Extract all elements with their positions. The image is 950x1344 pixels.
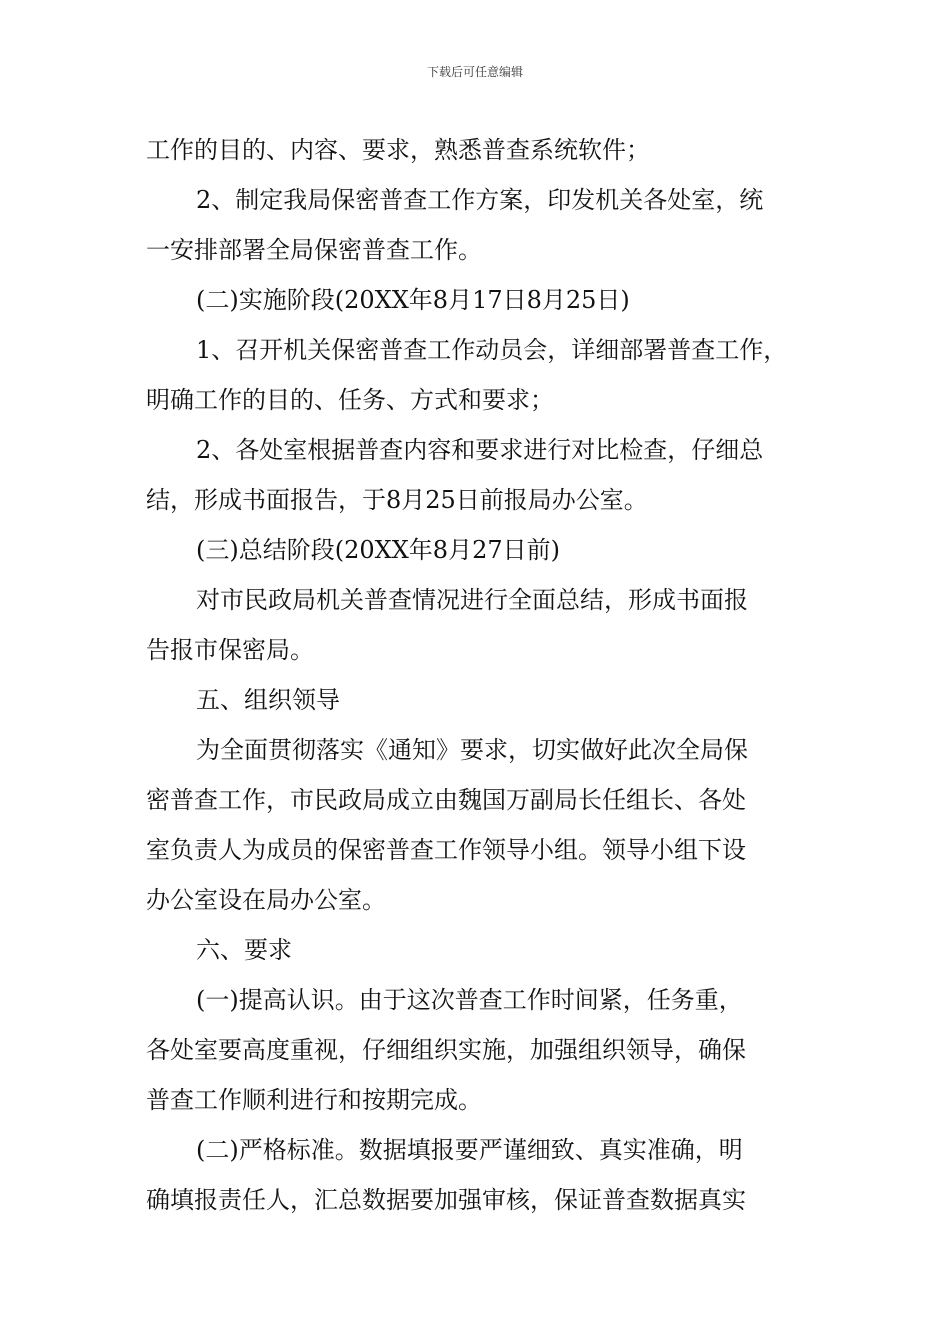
paragraph-line-16: 办公室设在局办公室。 bbox=[146, 886, 386, 914]
paragraph-line-8: 结，形成书面报告，于8月25日前报局办公室。 bbox=[146, 486, 648, 514]
section-heading-requirements: 六、要求 bbox=[196, 936, 292, 964]
paragraph-line-1: 工作的目的、内容、要求，熟悉普查系统软件； bbox=[146, 136, 650, 164]
paragraph-line-11: 告报市保密局。 bbox=[146, 636, 314, 664]
paragraph-line-14: 密普查工作，市民政局成立由魏国万副局长任组长、各处 bbox=[146, 786, 746, 814]
paragraph-line-20: 普查工作顺利进行和按期完成。 bbox=[146, 1086, 482, 1114]
document-body bbox=[146, 125, 810, 1225]
paragraph-line-5: 1、召开机关保密普查工作动员会，详细部署普查工作， bbox=[196, 336, 788, 364]
paragraph-line-21: (二)严格标准。数据填报要严谨细致、真实准确，明 bbox=[196, 1136, 743, 1164]
paragraph-line-3: 一安排部署全局保密普查工作。 bbox=[146, 236, 482, 264]
paragraph-line-18: (一)提高认识。由于这次普查工作时间紧，任务重， bbox=[196, 986, 743, 1014]
paragraph-line-19: 各处室要高度重视，仔细组织实施，加强组织领导，确保 bbox=[146, 1036, 746, 1064]
section-heading-summary: (三)总结阶段(20XX年8月27日前) bbox=[196, 536, 560, 564]
page-header-note: 下载后可任意编辑 bbox=[426, 65, 523, 79]
section-heading-organization: 五、组织领导 bbox=[196, 686, 340, 714]
paragraph-line-7: 2、各处室根据普查内容和要求进行对比检查，仔细总 bbox=[196, 436, 764, 464]
section-heading-implementation: (二)实施阶段(20XX年8月17日8月25日) bbox=[196, 286, 630, 314]
paragraph-line-6: 明确工作的目的、任务、方式和要求； bbox=[146, 386, 554, 414]
paragraph-line-10: 对市民政局机关普查情况进行全面总结，形成书面报 bbox=[196, 586, 748, 614]
paragraph-line-15: 室负责人为成员的保密普查工作领导小组。领导小组下设 bbox=[146, 836, 746, 864]
paragraph-line-22: 确填报责任人，汇总数据要加强审核，保证普查数据真实 bbox=[146, 1186, 746, 1214]
paragraph-line-2: 2、制定我局保密普查工作方案，印发机关各处室，统 bbox=[196, 186, 764, 214]
paragraph-line-13: 为全面贯彻落实《通知》要求，切实做好此次全局保 bbox=[196, 736, 748, 764]
